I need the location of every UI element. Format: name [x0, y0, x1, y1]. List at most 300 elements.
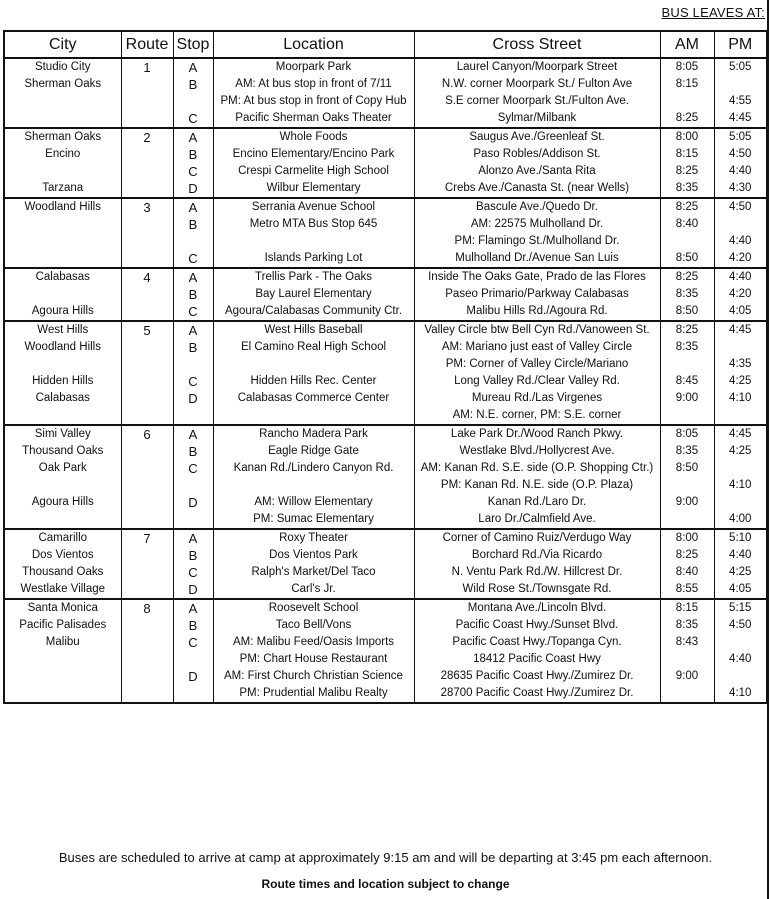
cell-pm-time: 4:25: [714, 564, 767, 581]
cell-location: AM: At bus stop in front of 7/11: [213, 76, 414, 93]
cell-pm-time: 4:40: [714, 547, 767, 564]
cell-am-time: [660, 93, 714, 110]
cell-am-time: 8:50: [660, 250, 714, 268]
cell-cross-street: Mureau Rd./Las Virgenes: [414, 390, 660, 407]
cell-stop: C: [173, 303, 213, 321]
cell-location: Crespi Carmelite High School: [213, 163, 414, 180]
cell-am-time: 8:50: [660, 303, 714, 321]
cell-cross-street: N.W. corner Moorpark St./ Fulton Ave: [414, 76, 660, 93]
cell-location: Carl's Jr.: [213, 581, 414, 599]
col-header-pm: PM: [714, 31, 767, 58]
table-row: [4, 651, 767, 668]
cell-city: [4, 233, 121, 250]
cell-pm-time: 4:50: [714, 146, 767, 163]
cell-cross-street: Pacific Coast Hwy./Sunset Blvd.: [414, 617, 660, 634]
cell-am-time: [660, 685, 714, 703]
cell-city: Dos Vientos: [4, 547, 121, 564]
cell-route: 8: [121, 599, 173, 617]
cell-city: [4, 407, 121, 425]
cell-route: 2: [121, 128, 173, 146]
cell-city: Westlake Village: [4, 581, 121, 599]
cell-am-time: 8:35: [660, 286, 714, 303]
cell-cross-street: Malibu Hills Rd./Agoura Rd.: [414, 303, 660, 321]
table-row: [4, 511, 767, 529]
cell-pm-time: [714, 76, 767, 93]
cell-city: Encino: [4, 146, 121, 163]
table-row: [4, 564, 767, 581]
cell-city: [4, 110, 121, 128]
cell-route: 3: [121, 198, 173, 216]
cell-am-time: 8:35: [660, 617, 714, 634]
cell-cross-street: Valley Circle btw Bell Cyn Rd./Vanoween St.: [414, 321, 660, 339]
cell-location: El Camino Real High School: [213, 339, 414, 356]
cell-stop: B: [173, 216, 213, 233]
cell-route: [121, 668, 173, 685]
cell-cross-street: 28635 Pacific Coast Hwy./Zumirez Dr.: [414, 668, 660, 685]
cell-cross-street: S.E corner Moorpark St./Fulton Ave.: [414, 93, 660, 110]
cell-pm-time: [714, 339, 767, 356]
cell-location: Moorpark Park: [213, 58, 414, 76]
cell-am-time: 8:55: [660, 581, 714, 599]
cell-cross-street: Laurel Canyon/Moorpark Street: [414, 58, 660, 76]
col-header-cross-street: Cross Street: [414, 31, 660, 58]
cell-city: [4, 477, 121, 494]
cell-location: Rancho Madera Park: [213, 425, 414, 443]
cell-am-time: 9:00: [660, 668, 714, 685]
cell-pm-time: [714, 494, 767, 511]
table-row: [4, 390, 767, 407]
cell-cross-street: Saugus Ave./Greenleaf St.: [414, 128, 660, 146]
cell-route: [121, 651, 173, 668]
cell-stop: D: [173, 494, 213, 511]
table-row: [4, 250, 767, 268]
cell-cross-street: Wild Rose St./Townsgate Rd.: [414, 581, 660, 599]
cell-cross-street: PM: Flamingo St./Mulholland Dr.: [414, 233, 660, 250]
table-row: [4, 233, 767, 250]
cell-city: [4, 216, 121, 233]
table-row: [4, 581, 767, 599]
cell-route: 1: [121, 58, 173, 76]
cell-route: [121, 76, 173, 93]
cell-pm-time: 4:10: [714, 390, 767, 407]
cell-city: Agoura Hills: [4, 494, 121, 511]
cell-city: [4, 93, 121, 110]
table-row: [4, 268, 767, 286]
cell-location: AM: First Church Christian Science: [213, 668, 414, 685]
cell-location: Trellis Park - The Oaks: [213, 268, 414, 286]
table-row: [4, 407, 767, 425]
cell-am-time: [660, 511, 714, 529]
table-row: [4, 286, 767, 303]
cell-location: PM: Chart House Restaurant: [213, 651, 414, 668]
cell-location: Dos Vientos Park: [213, 547, 414, 564]
cell-cross-street: AM: N.E. corner, PM: S.E. corner: [414, 407, 660, 425]
cell-pm-time: 4:05: [714, 303, 767, 321]
cell-pm-time: [714, 216, 767, 233]
cell-route: [121, 511, 173, 529]
cell-location: Encino Elementary/Encino Park: [213, 146, 414, 163]
cell-city: Agoura Hills: [4, 303, 121, 321]
cell-am-time: 8:25: [660, 163, 714, 180]
table-row: [4, 356, 767, 373]
cell-location: Islands Parking Lot: [213, 250, 414, 268]
disclaimer-note: Route times and location subject to change: [261, 877, 510, 891]
cell-city: [4, 250, 121, 268]
cell-cross-street: Pacific Coast Hwy./Topanga Cyn.: [414, 634, 660, 651]
table-row: [4, 547, 767, 564]
cell-city: [4, 685, 121, 703]
cell-location: PM: Sumac Elementary: [213, 511, 414, 529]
cell-city: Camarillo: [4, 529, 121, 547]
cell-am-time: 8:35: [660, 339, 714, 356]
cell-stop: C: [173, 110, 213, 128]
cell-location: Whole Foods: [213, 128, 414, 146]
cell-stop: A: [173, 599, 213, 617]
cell-city: Simi Valley: [4, 425, 121, 443]
cell-cross-street: Bascule Ave./Quedo Dr.: [414, 198, 660, 216]
cell-route: [121, 286, 173, 303]
cell-pm-time: 4:45: [714, 425, 767, 443]
cell-cross-street: Laro Dr./Calmfield Ave.: [414, 511, 660, 529]
cell-am-time: 8:43: [660, 634, 714, 651]
cell-stop: [173, 477, 213, 494]
cell-pm-time: 4:10: [714, 477, 767, 494]
table-row: [4, 373, 767, 390]
cell-cross-street: Mulholland Dr./Avenue San Luis: [414, 250, 660, 268]
cell-am-time: 8:45: [660, 373, 714, 390]
cell-route: [121, 216, 173, 233]
col-header-am: AM: [660, 31, 714, 58]
cell-cross-street: Crebs Ave./Canasta St. (near Wells): [414, 180, 660, 198]
cell-pm-time: 4:05: [714, 581, 767, 599]
table-row: [4, 110, 767, 128]
cell-stop: C: [173, 250, 213, 268]
cell-pm-time: 4:20: [714, 250, 767, 268]
cell-location: AM: Malibu Feed/Oasis Imports: [213, 634, 414, 651]
cell-pm-time: 4:50: [714, 617, 767, 634]
bus-leaves-at-label: BUS LEAVES AT:: [661, 5, 765, 20]
cell-stop: C: [173, 460, 213, 477]
cell-location: [213, 407, 414, 425]
cell-stop: [173, 407, 213, 425]
cell-route: [121, 303, 173, 321]
cell-am-time: 8:35: [660, 180, 714, 198]
cell-route: [121, 110, 173, 128]
cell-route: [121, 407, 173, 425]
cell-city: [4, 163, 121, 180]
cell-route: [121, 373, 173, 390]
cell-city: Malibu: [4, 634, 121, 651]
cell-pm-time: 4:55: [714, 93, 767, 110]
cell-pm-time: 4:40: [714, 233, 767, 250]
cell-cross-street: AM: Mariano just east of Valley Circle: [414, 339, 660, 356]
cell-city: Hidden Hills: [4, 373, 121, 390]
cell-route: [121, 146, 173, 163]
table-row: [4, 443, 767, 460]
cell-pm-time: 5:05: [714, 58, 767, 76]
cell-route: [121, 93, 173, 110]
cell-cross-street: Lake Park Dr./Wood Ranch Pkwy.: [414, 425, 660, 443]
cell-city: [4, 668, 121, 685]
cell-location: Calabasas Commerce Center: [213, 390, 414, 407]
cell-cross-street: Westlake Blvd./Hollycrest Ave.: [414, 443, 660, 460]
cell-stop: A: [173, 529, 213, 547]
cell-stop: D: [173, 581, 213, 599]
cell-am-time: [660, 233, 714, 250]
cell-city: Tarzana: [4, 180, 121, 198]
cell-stop: [173, 93, 213, 110]
cell-cross-street: PM: Kanan Rd. N.E. side (O.P. Plaza): [414, 477, 660, 494]
cell-pm-time: 4:00: [714, 511, 767, 529]
cell-city: Woodland Hills: [4, 339, 121, 356]
header-row: [4, 31, 767, 58]
cell-am-time: 8:15: [660, 599, 714, 617]
table-row: [4, 146, 767, 163]
cell-route: 5: [121, 321, 173, 339]
cell-stop: B: [173, 339, 213, 356]
cell-city: Santa Monica: [4, 599, 121, 617]
cell-stop: C: [173, 634, 213, 651]
cell-cross-street: AM: 22575 Mulholland Dr.: [414, 216, 660, 233]
cell-am-time: 8:35: [660, 443, 714, 460]
cell-cross-street: AM: Kanan Rd. S.E. side (O.P. Shopping Ctr.): [414, 460, 660, 477]
cell-stop: A: [173, 58, 213, 76]
cell-route: [121, 339, 173, 356]
cell-stop: A: [173, 321, 213, 339]
cell-pm-time: 5:10: [714, 529, 767, 547]
cell-location: [213, 356, 414, 373]
cell-route: [121, 356, 173, 373]
cell-pm-time: 5:05: [714, 128, 767, 146]
cell-pm-time: 4:25: [714, 443, 767, 460]
col-header-stop: Stop: [173, 31, 213, 58]
table-row: [4, 198, 767, 216]
cell-pm-time: [714, 460, 767, 477]
cell-cross-street: N. Ventu Park Rd./W. Hillcrest Dr.: [414, 564, 660, 581]
cell-am-time: [660, 407, 714, 425]
cell-pm-time: 4:20: [714, 286, 767, 303]
cell-stop: B: [173, 443, 213, 460]
cell-location: PM: Prudential Malibu Realty: [213, 685, 414, 703]
table-row: [4, 634, 767, 651]
cell-route: [121, 163, 173, 180]
cell-pm-time: [714, 668, 767, 685]
cell-stop: B: [173, 76, 213, 93]
cell-stop: B: [173, 547, 213, 564]
table-row: [4, 76, 767, 93]
cell-route: [121, 685, 173, 703]
cell-city: Thousand Oaks: [4, 443, 121, 460]
cell-route: [121, 564, 173, 581]
table-row: [4, 425, 767, 443]
cell-route: [121, 180, 173, 198]
cell-pm-time: 4:50: [714, 198, 767, 216]
cell-location: Roosevelt School: [213, 599, 414, 617]
cell-cross-street: 28700 Pacific Coast Hwy./Zumirez Dr.: [414, 685, 660, 703]
cell-stop: C: [173, 163, 213, 180]
cell-city: Pacific Palisades: [4, 617, 121, 634]
cell-route: [121, 581, 173, 599]
table-row: [4, 494, 767, 511]
col-header-location: Location: [213, 31, 414, 58]
cell-am-time: 8:15: [660, 146, 714, 163]
cell-am-time: [660, 651, 714, 668]
cell-location: Pacific Sherman Oaks Theater: [213, 110, 414, 128]
cell-cross-street: Inside The Oaks Gate, Prado de las Flores: [414, 268, 660, 286]
cell-location: Serrania Avenue School: [213, 198, 414, 216]
cell-location: [213, 233, 414, 250]
cell-am-time: 8:15: [660, 76, 714, 93]
cell-city: Oak Park: [4, 460, 121, 477]
cell-stop: B: [173, 617, 213, 634]
table-row: [4, 303, 767, 321]
cell-am-time: 8:40: [660, 564, 714, 581]
cell-cross-street: Montana Ave./Lincoln Blvd.: [414, 599, 660, 617]
cell-stop: B: [173, 286, 213, 303]
cell-route: [121, 477, 173, 494]
cell-pm-time: 4:45: [714, 321, 767, 339]
table-row: [4, 58, 767, 76]
cell-am-time: 9:00: [660, 494, 714, 511]
cell-am-time: [660, 477, 714, 494]
cell-am-time: 8:25: [660, 547, 714, 564]
cell-location: Roxy Theater: [213, 529, 414, 547]
cell-cross-street: Corner of Camino Ruiz/Verdugo Way: [414, 529, 660, 547]
cell-location: [213, 477, 414, 494]
cell-am-time: 8:00: [660, 529, 714, 547]
cell-am-time: 8:00: [660, 128, 714, 146]
cell-city: Calabasas: [4, 390, 121, 407]
cell-route: [121, 547, 173, 564]
cell-location: Ralph's Market/Del Taco: [213, 564, 414, 581]
cell-city: Calabasas: [4, 268, 121, 286]
cell-stop: D: [173, 180, 213, 198]
col-header-city: City: [4, 31, 121, 58]
cell-route: [121, 617, 173, 634]
cell-am-time: 8:25: [660, 198, 714, 216]
cell-route: [121, 233, 173, 250]
cell-route: 4: [121, 268, 173, 286]
cell-stop: [173, 233, 213, 250]
table-row: [4, 180, 767, 198]
cell-location: Wilbur Elementary: [213, 180, 414, 198]
cell-location: Bay Laurel Elementary: [213, 286, 414, 303]
cell-am-time: 8:05: [660, 425, 714, 443]
cell-stop: [173, 511, 213, 529]
table-row: [4, 339, 767, 356]
cell-location: Hidden Hills Rec. Center: [213, 373, 414, 390]
cell-route: 6: [121, 425, 173, 443]
cell-route: [121, 390, 173, 407]
cell-cross-street: 18412 Pacific Coast Hwy: [414, 651, 660, 668]
cell-cross-street: Sylmar/Milbank: [414, 110, 660, 128]
cell-am-time: 8:25: [660, 321, 714, 339]
cell-pm-time: 4:45: [714, 110, 767, 128]
cell-pm-time: 4:10: [714, 685, 767, 703]
cell-pm-time: [714, 634, 767, 651]
cell-stop: [173, 651, 213, 668]
cell-am-time: 9:00: [660, 390, 714, 407]
cell-route: 7: [121, 529, 173, 547]
cell-location: Agoura/Calabasas Community Ctr.: [213, 303, 414, 321]
cell-city: West Hills: [4, 321, 121, 339]
cell-cross-street: Borchard Rd./Via Ricardo: [414, 547, 660, 564]
table-row: [4, 93, 767, 110]
cell-stop: A: [173, 198, 213, 216]
cell-location: West Hills Baseball: [213, 321, 414, 339]
cell-am-time: 8:05: [660, 58, 714, 76]
cell-stop: C: [173, 373, 213, 390]
cell-stop: B: [173, 146, 213, 163]
cell-route: [121, 443, 173, 460]
cell-pm-time: 5:15: [714, 599, 767, 617]
schedule-body: [4, 58, 767, 703]
table-row: [4, 163, 767, 180]
cell-route: [121, 634, 173, 651]
cell-route: [121, 250, 173, 268]
cell-stop: [173, 685, 213, 703]
table-row: [4, 599, 767, 617]
cell-city: Sherman Oaks: [4, 76, 121, 93]
cell-location: Eagle Ridge Gate: [213, 443, 414, 460]
bus-schedule-table: [3, 30, 768, 704]
cell-stop: A: [173, 425, 213, 443]
table-row: [4, 529, 767, 547]
arrival-note: Buses are scheduled to arrive at camp at approximately 9:15 am and will be departing at 3:45 pm each afternoon.: [58, 850, 713, 865]
cell-pm-time: 4:30: [714, 180, 767, 198]
cell-city: Thousand Oaks: [4, 564, 121, 581]
cell-location: PM: At bus stop in front of Copy Hub: [213, 93, 414, 110]
cell-stop: C: [173, 564, 213, 581]
table-row: [4, 128, 767, 146]
cell-cross-street: Kanan Rd./Laro Dr.: [414, 494, 660, 511]
table-row: [4, 617, 767, 634]
cell-city: [4, 511, 121, 529]
table-row: [4, 216, 767, 233]
table-row: [4, 685, 767, 703]
cell-pm-time: 4:25: [714, 373, 767, 390]
cell-stop: A: [173, 268, 213, 286]
cell-pm-time: 4:35: [714, 356, 767, 373]
cell-am-time: 8:50: [660, 460, 714, 477]
table-row: [4, 321, 767, 339]
cell-pm-time: 4:40: [714, 651, 767, 668]
cell-route: [121, 460, 173, 477]
cell-location: Kanan Rd./Lindero Canyon Rd.: [213, 460, 414, 477]
cell-city: [4, 356, 121, 373]
cell-am-time: 8:25: [660, 110, 714, 128]
col-header-route: Route: [121, 31, 173, 58]
cell-cross-street: Paseo Primario/Parkway Calabasas: [414, 286, 660, 303]
cell-city: [4, 651, 121, 668]
cell-cross-street: PM: Corner of Valley Circle/Mariano: [414, 356, 660, 373]
cell-route: [121, 494, 173, 511]
cell-stop: D: [173, 668, 213, 685]
cell-stop: A: [173, 128, 213, 146]
cell-pm-time: 4:40: [714, 268, 767, 286]
cell-location: AM: Willow Elementary: [213, 494, 414, 511]
cell-pm-time: 4:40: [714, 163, 767, 180]
table-row: [4, 668, 767, 685]
cell-cross-street: Long Valley Rd./Clear Valley Rd.: [414, 373, 660, 390]
cell-cross-street: Alonzo Ave./Santa Rita: [414, 163, 660, 180]
cell-city: Woodland Hills: [4, 198, 121, 216]
cell-city: Sherman Oaks: [4, 128, 121, 146]
cell-am-time: 8:40: [660, 216, 714, 233]
table-row: [4, 460, 767, 477]
cell-am-time: 8:25: [660, 268, 714, 286]
table-row: [4, 477, 767, 494]
